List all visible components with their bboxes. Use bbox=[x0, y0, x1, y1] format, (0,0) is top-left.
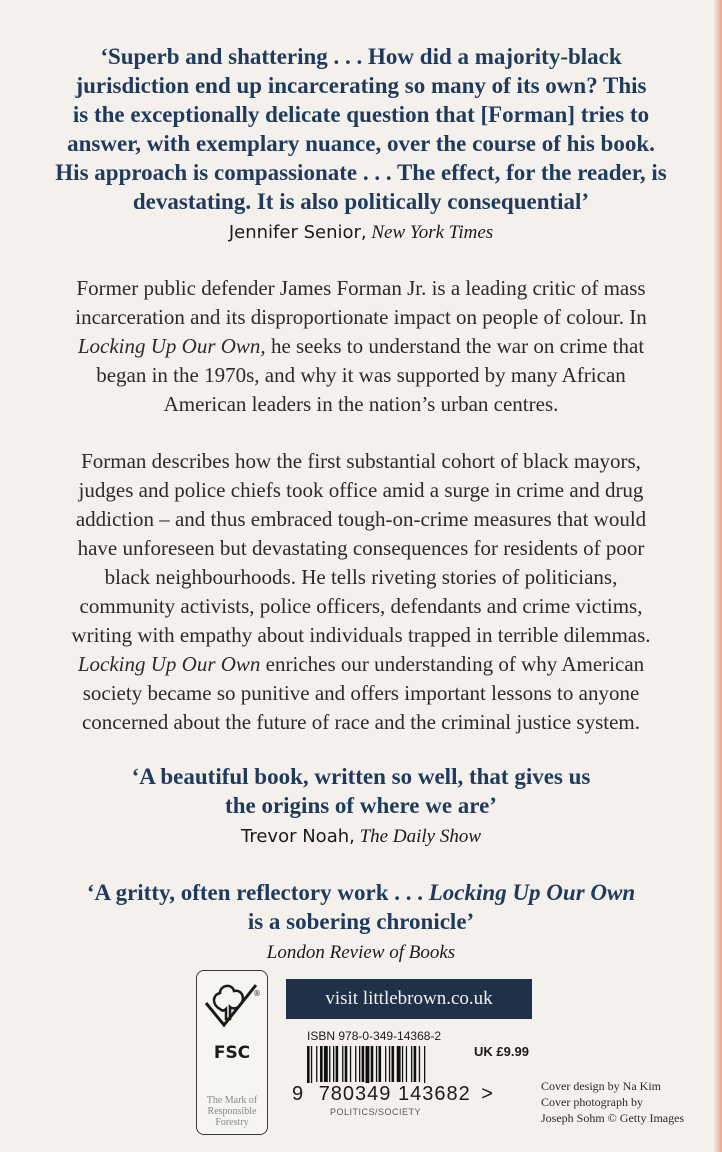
fsc-mark-line: The Mark of bbox=[206, 1095, 258, 1106]
attribution-author: Trevor Noah, bbox=[241, 826, 355, 847]
barcode-bar bbox=[336, 1046, 339, 1082]
book-title: Locking Up Our Own, bbox=[77, 334, 266, 358]
isbn-label: ISBN 978-0-349-14368-2 bbox=[307, 1029, 442, 1043]
book-title: Locking Up Our Own bbox=[77, 652, 261, 676]
quote-attribution bbox=[30, 822, 692, 851]
barcode-bar bbox=[414, 1046, 417, 1082]
website-banner[interactable]: visit littlebrown.co.uk bbox=[286, 979, 532, 1019]
quote-line: the origins of where we are’ bbox=[225, 793, 497, 818]
quote-attribution bbox=[30, 218, 692, 247]
fsc-label: FSC bbox=[213, 1043, 251, 1063]
description-paragraph-2 bbox=[20, 447, 702, 737]
barcode-first-digit: 9 bbox=[292, 1083, 305, 1105]
barcode-bar bbox=[376, 1046, 377, 1082]
body-fragment: he seeks to understand the war on crime that bbox=[265, 334, 645, 358]
barcode-bar bbox=[324, 1046, 328, 1082]
quote-line bbox=[30, 878, 692, 907]
barcode-bar bbox=[389, 1046, 390, 1082]
body-line: judges and police chiefs took office amid a surge in crime and drug bbox=[78, 478, 644, 502]
quote-line: is a sobering chronicle’ bbox=[247, 909, 475, 934]
barcode-bar bbox=[345, 1046, 348, 1082]
body-line: black neighbourhoods. He tells riveting stories of politicians, bbox=[104, 565, 618, 589]
fsc-logo bbox=[196, 970, 268, 1135]
barcode-bar bbox=[406, 1046, 407, 1082]
body-line: American leaders in the nation’s urban centres. bbox=[163, 392, 559, 416]
quote-lrb bbox=[30, 878, 692, 967]
quote-fragment: ‘A gritty, often reflectory work . . . bbox=[86, 880, 429, 905]
fsc-mark-text bbox=[197, 1095, 267, 1128]
body-line: society became so punitive and offers important lessons to anyone bbox=[82, 681, 640, 705]
attribution-source: New York Times bbox=[371, 222, 494, 243]
registered-mark: ® bbox=[253, 989, 261, 998]
body-line: addiction – and thus embraced tough-on-crime measures that would bbox=[75, 507, 647, 531]
book-title: Locking Up Our Own bbox=[428, 880, 636, 905]
barcode-bar bbox=[371, 1046, 374, 1082]
barcode-arrow: > bbox=[481, 1083, 494, 1105]
body-line: concerned about the future of race and the criminal justice system. bbox=[81, 710, 641, 734]
quote-noah bbox=[30, 762, 692, 851]
attribution-source: The Daily Show bbox=[359, 826, 481, 847]
barcode-number: 780349 143682 bbox=[318, 1083, 471, 1105]
cover-edge bbox=[714, 0, 722, 1152]
quote-attribution bbox=[30, 938, 692, 967]
credit-line: Joseph Sohm © Getty Images bbox=[541, 1111, 685, 1125]
body-line: Former public defender James Forman Jr. is a leading critic of mass bbox=[76, 276, 646, 300]
body-line bbox=[20, 332, 702, 361]
body-line: Forman describes how the first substantial cohort of black mayors, bbox=[81, 449, 641, 473]
credit-line: Cover photograph by bbox=[541, 1095, 643, 1109]
barcode-digits bbox=[288, 1083, 498, 1106]
barcode-bar bbox=[411, 1046, 412, 1082]
barcode-bar bbox=[350, 1046, 351, 1082]
barcode-bar bbox=[333, 1046, 334, 1082]
barcode-bar bbox=[392, 1046, 395, 1082]
barcode-bar bbox=[385, 1046, 386, 1082]
quote-line: is the exceptionally delicate question that [Forman] tries to bbox=[72, 102, 650, 127]
barcode-bar bbox=[355, 1046, 356, 1082]
body-fragment: enriches our understanding of why American bbox=[260, 652, 645, 676]
attribution-source: London Review of Books bbox=[266, 942, 456, 963]
fsc-mark-line: Responsible bbox=[207, 1106, 257, 1117]
barcode-bar bbox=[397, 1046, 401, 1082]
barcode-bar bbox=[379, 1046, 382, 1082]
body-line: began in the 1970s, and why it was supported by many African bbox=[96, 363, 626, 387]
credit-line: Cover design by Na Kim bbox=[541, 1079, 661, 1093]
barcode-bar bbox=[342, 1046, 343, 1082]
barcode-bar bbox=[419, 1046, 420, 1082]
fsc-tree-checkmark-icon bbox=[202, 979, 260, 1029]
body-line bbox=[20, 650, 702, 679]
cover-credits bbox=[541, 1078, 684, 1126]
barcode-bar bbox=[329, 1046, 330, 1082]
barcode-bar bbox=[402, 1046, 403, 1082]
barcode-bar bbox=[320, 1046, 323, 1082]
body-line: writing with empathy about individuals trapped in terrible dilemmas. bbox=[71, 623, 651, 647]
body-line: incarceration and its disproportionate impact on people of colour. In bbox=[75, 305, 647, 329]
price-label: UK £9.99 bbox=[474, 1044, 529, 1059]
body-line: have unforeseen but devastating consequences for residents of poor bbox=[77, 536, 645, 560]
category-label: POLITICS/SOCIETY bbox=[330, 1107, 422, 1117]
fsc-mark-line: Forestry bbox=[215, 1117, 249, 1128]
quote-line: devastating. It is also politically consequential’ bbox=[132, 189, 590, 214]
quote-line: ‘A beautiful book, written so well, that gives us bbox=[131, 764, 591, 789]
barcode-bar bbox=[316, 1046, 317, 1082]
description-paragraph-1 bbox=[20, 274, 702, 419]
attribution-author: Jennifer Senior, bbox=[228, 222, 367, 243]
quote-line: jurisdiction end up incarcerating so many of its own? This bbox=[75, 73, 647, 98]
body-line: community activists, police officers, defendants and crime victims, bbox=[79, 594, 643, 618]
quote-line: ‘Superb and shattering . . . How did a majority-black bbox=[100, 44, 622, 69]
quote-line: answer, with exemplary nuance, over the course of his book. bbox=[67, 131, 655, 156]
barcode-bar bbox=[362, 1046, 365, 1082]
quote-senior bbox=[30, 42, 692, 247]
barcode-bar bbox=[359, 1046, 360, 1082]
quote-line: His approach is compassionate . . . The effect, for the reader, is bbox=[55, 160, 667, 185]
